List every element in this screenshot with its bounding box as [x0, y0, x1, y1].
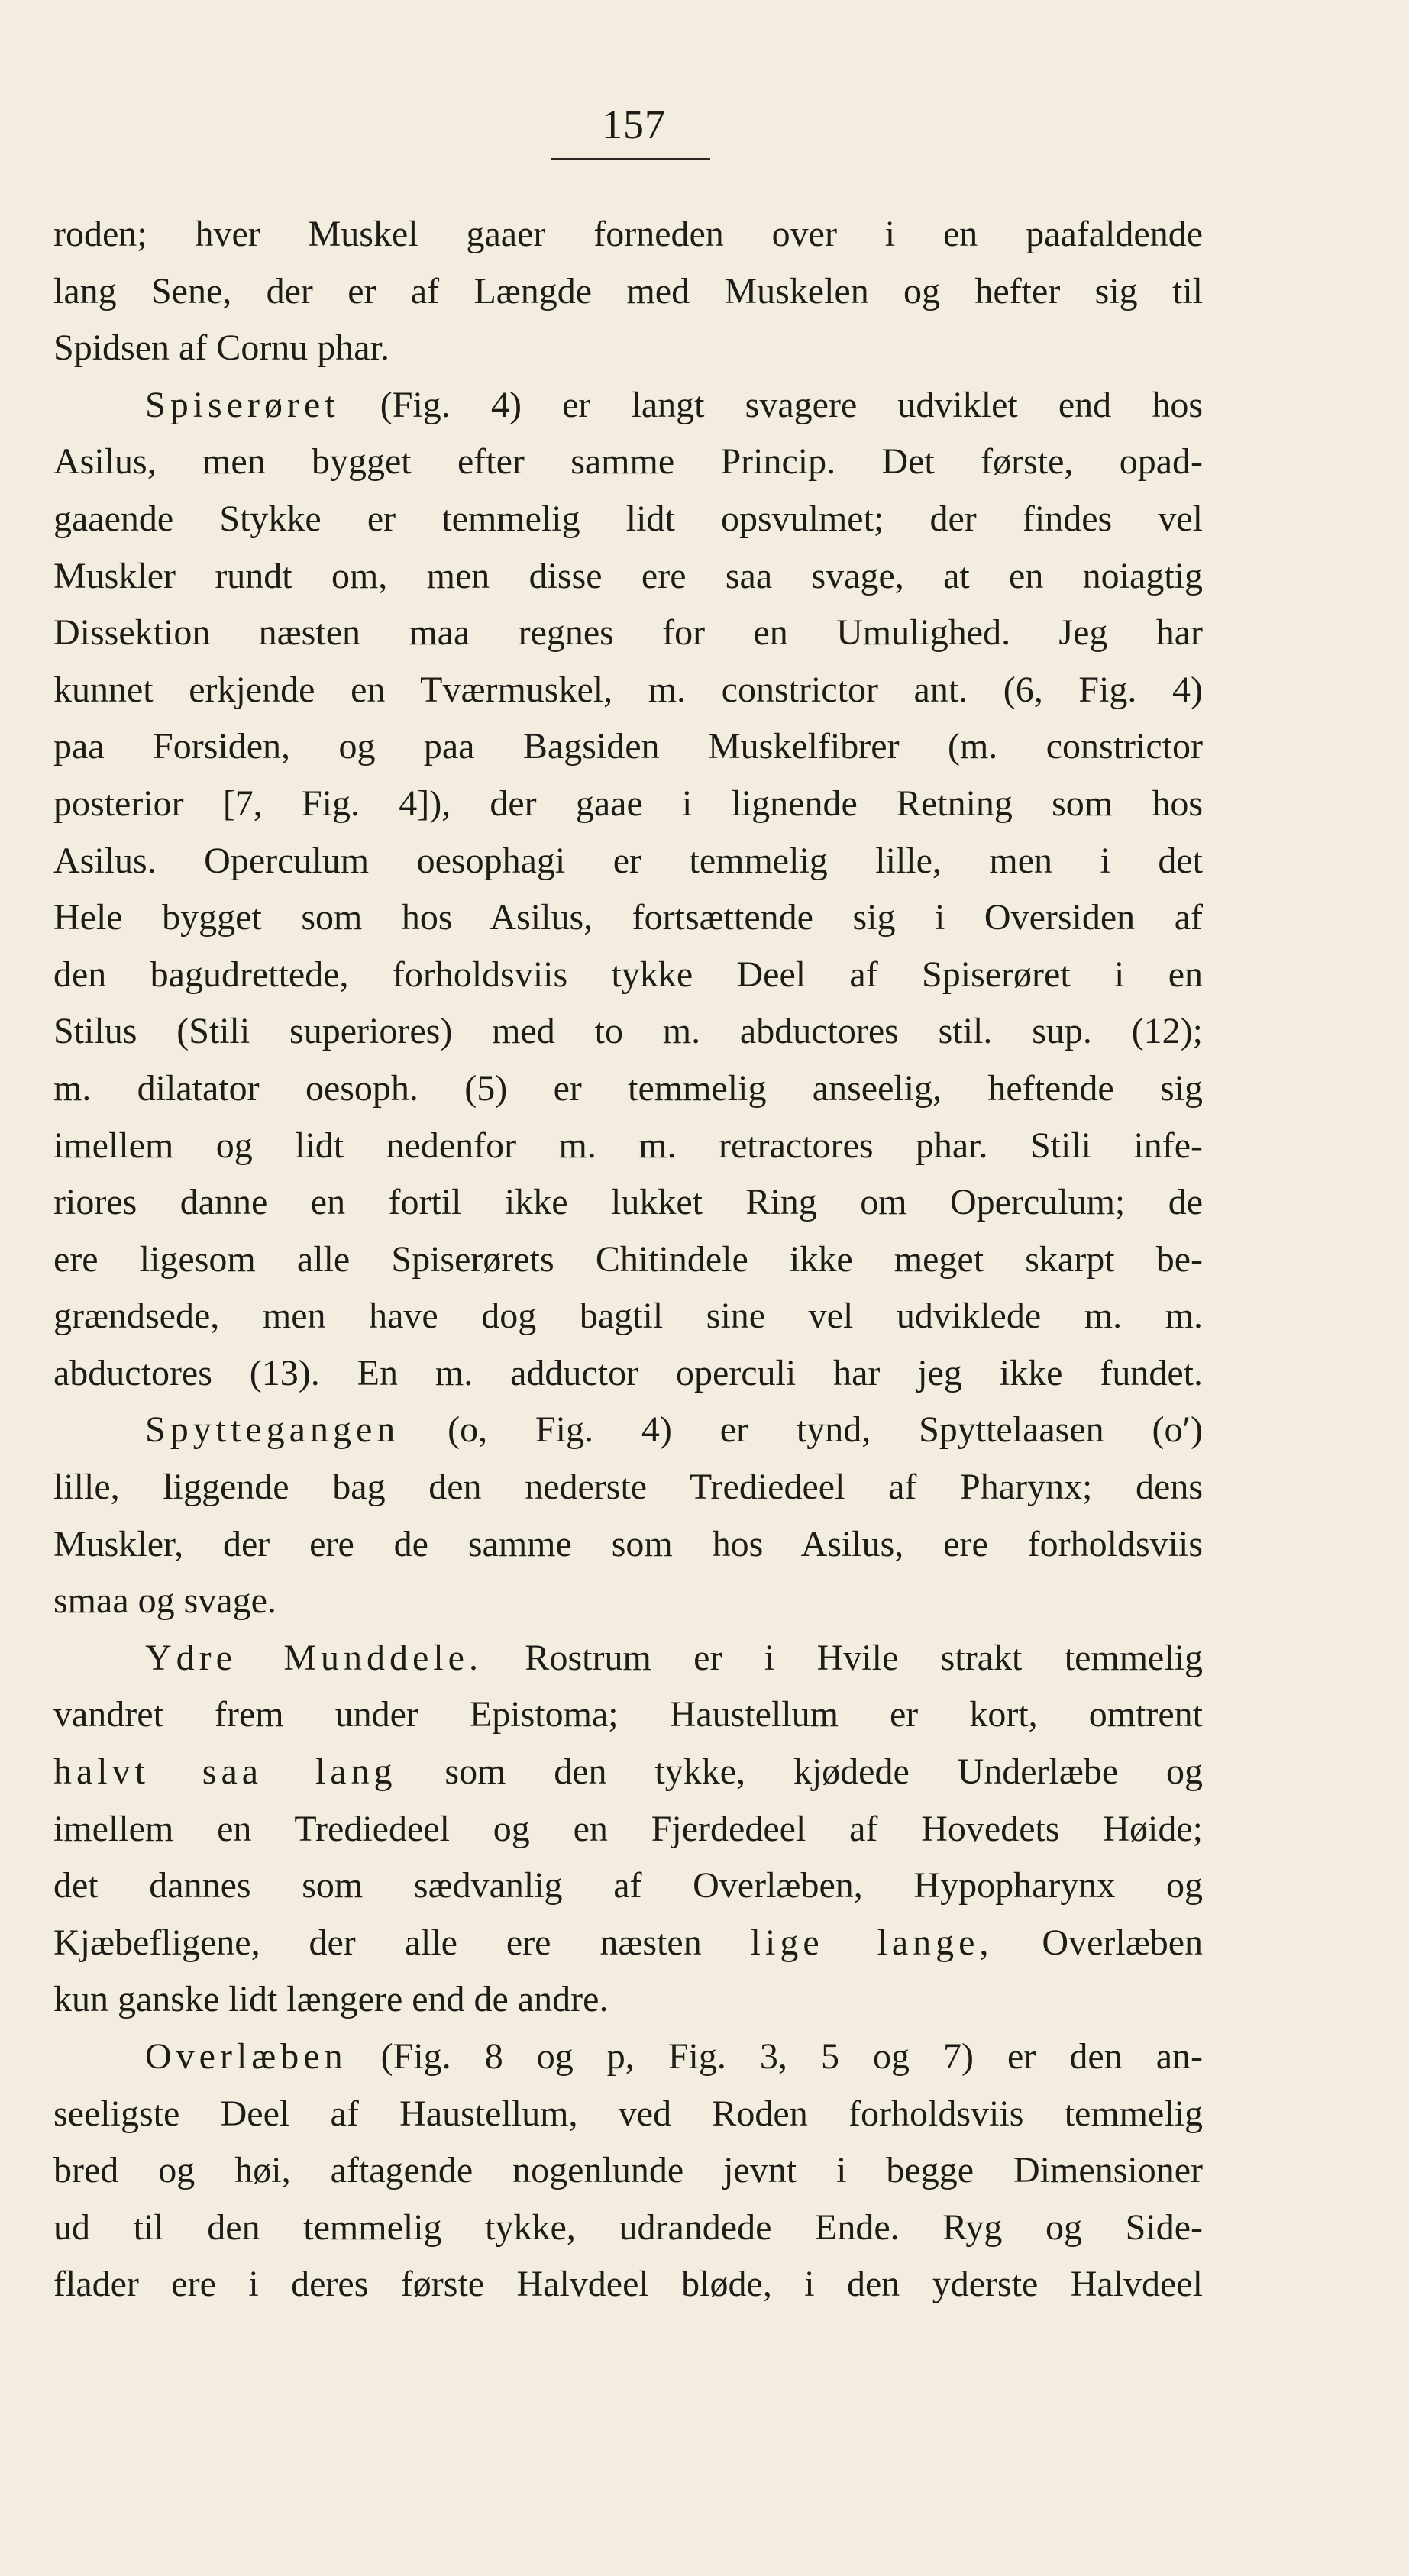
- text-line-18: riores danne en fortil ikke lukket Ring om Operculum; de: [53, 1182, 1203, 1223]
- text-line-24: Muskler, der ere de samme som hos Asilus, ere forholdsviis: [53, 1523, 1203, 1564]
- text-line-15: Stilus (Stili superiores) med to m. abductores stil. sup. (12);: [53, 1011, 1203, 1052]
- spaced-heading-spyttegangen: Spyttegangen: [145, 1409, 400, 1451]
- text-line-30: det dannes som sædvanlig af Overlæben, Hypopharynx og: [53, 1865, 1203, 1906]
- text-line-7: Muskler rundt om, men disse ere saa svage, at en noiagtig: [53, 555, 1203, 596]
- text-line-6: gaaende Stykke er temmelig lidt opsvulmet; der findes vel: [53, 498, 1203, 539]
- text-line-28: halvt saa lang som den tykke, kjødede Underlæbe og: [53, 1751, 1203, 1793]
- text-line-33: Overlæben (Fig. 8 og p, Fig. 3, 5 og 7) er den an-: [145, 2036, 1203, 2077]
- text-line-10: paa Forsiden, og paa Bagsiden Muskelfibrer (m. constrictor: [53, 726, 1203, 767]
- text-line-27: vandret frem under Epistoma; Haustellum er kort, omtrent: [53, 1694, 1203, 1735]
- text-line-19: ere ligesom alle Spiserørets Chitindele ikke meget skarpt be-: [53, 1238, 1203, 1280]
- page-number-rule: [551, 158, 710, 160]
- text-line-16: m. dilatator oesoph. (5) er temmelig anseelig, heftende sig: [53, 1067, 1203, 1109]
- text-line-22: Spyttegangen (o, Fig. 4) er tynd, Spyttelaasen (o′): [145, 1409, 1203, 1451]
- text-line-25: smaa og svage.: [53, 1580, 276, 1622]
- text-line-29: imellem en Trediedeel og en Fjerdedeel af Hovedets Høide;: [53, 1808, 1203, 1849]
- text-line-5: Asilus, men bygget efter samme Princip. Det første, opad-: [53, 441, 1203, 483]
- text-line-3: Spidsen af Cornu phar.: [53, 328, 389, 369]
- text-line-26: Ydre Munddele. Rostrum er i Hvile strakt temmelig: [145, 1637, 1203, 1678]
- text-line-17: imellem og lidt nedenfor m. m. retractores phar. Stili infe-: [53, 1125, 1203, 1166]
- text-line-36: ud til den temmelig tykke, udrandede Ende. Ryg og Side-: [53, 2206, 1203, 2248]
- body-text: [53, 206, 1203, 2313]
- text-line-8: Dissektion næsten maa regnes for en Umulighed. Jeg har: [53, 612, 1203, 654]
- text-line-31: Kjæbefligene, der alle ere næsten lige lange, Overlæben: [53, 1922, 1203, 1963]
- text-line-23: lille, liggende bag den nederste Trediedeel af Pharynx; dens: [53, 1467, 1203, 1508]
- text-line-34: seeligste Deel af Haustellum, ved Roden forholdsviis temmelig: [53, 2093, 1203, 2134]
- text-line-9: kunnet erkjende en Tværmuskel, m. constrictor ant. (6, Fig. 4): [53, 669, 1203, 710]
- text-line-37: flader ere i deres første Halvdeel bløde, i den yderste Halvdeel: [53, 2264, 1203, 2305]
- spaced-phrase-halvt-saa-lang: halvt saa lang: [53, 1751, 397, 1793]
- text-line-35: bred og høi, aftagende nogenlunde jevnt i begge Dimensioner: [53, 2150, 1203, 2191]
- spaced-heading-overlaeben: Overlæben: [145, 2036, 347, 2077]
- text-line-12: Asilus. Operculum oesophagi er temmelig lille, men i det: [53, 840, 1203, 881]
- spaced-phrase-lige-lange: lige lange,: [750, 1922, 994, 1963]
- spaced-heading-spiseroret: Spiserøret: [145, 384, 340, 425]
- text-line-21: abductores (13). En m. adductor operculi har jeg ikke fundet.: [53, 1352, 1203, 1393]
- text-line-20: grændsede, men have dog bagtil sine vel udviklede m. m.: [53, 1296, 1203, 1337]
- page-number: 157: [602, 102, 666, 147]
- text-line-4: Spiserøret (Fig. 4) er langt svagere udviklet end hos: [145, 384, 1203, 425]
- text-line-32: kun ganske lidt længere end de andre.: [53, 1979, 609, 2020]
- text-line-11: posterior [7, Fig. 4]), der gaae i lignende Retning som hos: [53, 783, 1203, 824]
- text-line-2: lang Sene, der er af Længde med Muskelen og hefter sig til: [53, 270, 1203, 312]
- text-line-14: den bagudrettede, forholdsviis tykke Deel af Spiserøret i en: [53, 954, 1203, 995]
- text-line-1: roden; hver Muskel gaaer forneden over i en paafaldende: [53, 214, 1203, 254]
- text-line-13: Hele bygget som hos Asilus, fortsættende sig i Oversiden af: [53, 897, 1203, 938]
- spaced-heading-ydre-munddele: Ydre Munddele.: [145, 1637, 483, 1678]
